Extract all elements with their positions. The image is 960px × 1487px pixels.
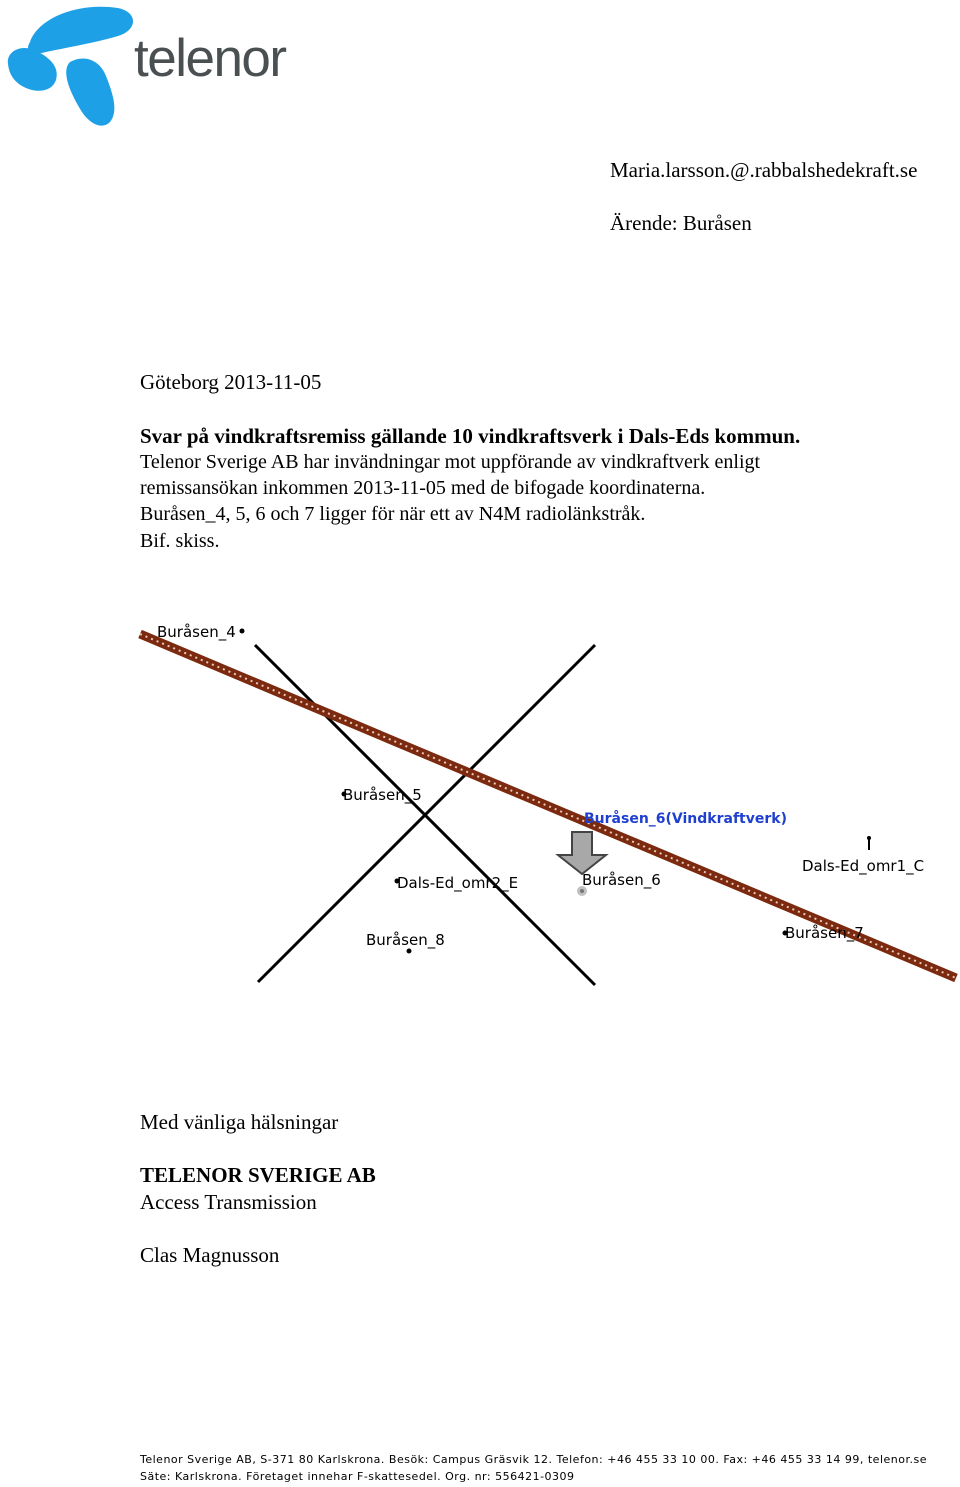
label-b6: Buråsen_6: [582, 871, 661, 889]
footer-line: Telenor Sverige AB, S-371 80 Karlskrona. Besök: Campus Gräsvik 12. Telefon: +46 455 33 10 00. Fax: +46 455 33 14 99, telenor.se: [140, 1453, 927, 1466]
telenor-wordmark: telenor: [134, 29, 286, 88]
label-b4: Buråsen_4: [157, 623, 236, 641]
body-line: Buråsen_4, 5, 6 och 7 ligger för när ett av N4M radiolänkstråk.: [140, 503, 646, 525]
label-b6-wind: Buråsen_6(Vindkraftverk): [584, 811, 787, 827]
marker-omr1-dot: [867, 836, 871, 840]
down-arrow-icon: [558, 832, 606, 874]
label-b7: Buråsen_7: [785, 924, 864, 942]
label-omr2: Dals-Ed_omr2_E: [397, 874, 519, 892]
label-b8: Buråsen_8: [366, 931, 445, 949]
body-line: remissansökan inkommen 2013-11-05 med de bifogade koordinaterna.: [140, 477, 706, 499]
telenor-propeller-icon: [8, 7, 133, 126]
marker-b6-center: [580, 889, 584, 893]
recipient-email: Maria.larsson.@.rabbalshedekraft.se: [610, 158, 918, 182]
case-reference: Ärende: Buråsen: [610, 211, 752, 235]
body-line: Telenor Sverige AB har invändningar mot uppförande av vindkraftverk enligt: [140, 451, 761, 473]
letter-subject: Svar på vindkraftsremiss gällande 10 vindkraftsverk i Dals-Eds kommun.: [140, 424, 801, 448]
department: Access Transmission: [140, 1190, 317, 1214]
marker-b4: [240, 629, 245, 634]
label-omr1: Dals-Ed_omr1_C: [802, 857, 925, 875]
letter-date: Göteborg 2013-11-05: [140, 370, 322, 394]
radio-link-sketch: [130, 600, 960, 1000]
label-b5: Buråsen_5: [343, 786, 422, 804]
footer-line: Säte: Karlskrona. Företaget innehar F-skattesedel. Org. nr: 556421-0309: [140, 1470, 575, 1483]
marker-b8: [407, 949, 412, 954]
signer-name: Clas Magnusson: [140, 1243, 280, 1267]
company-name: TELENOR SVERIGE AB: [140, 1163, 376, 1187]
greeting: Med vänliga hälsningar: [140, 1110, 339, 1134]
body-line: Bif. skiss.: [140, 530, 220, 552]
